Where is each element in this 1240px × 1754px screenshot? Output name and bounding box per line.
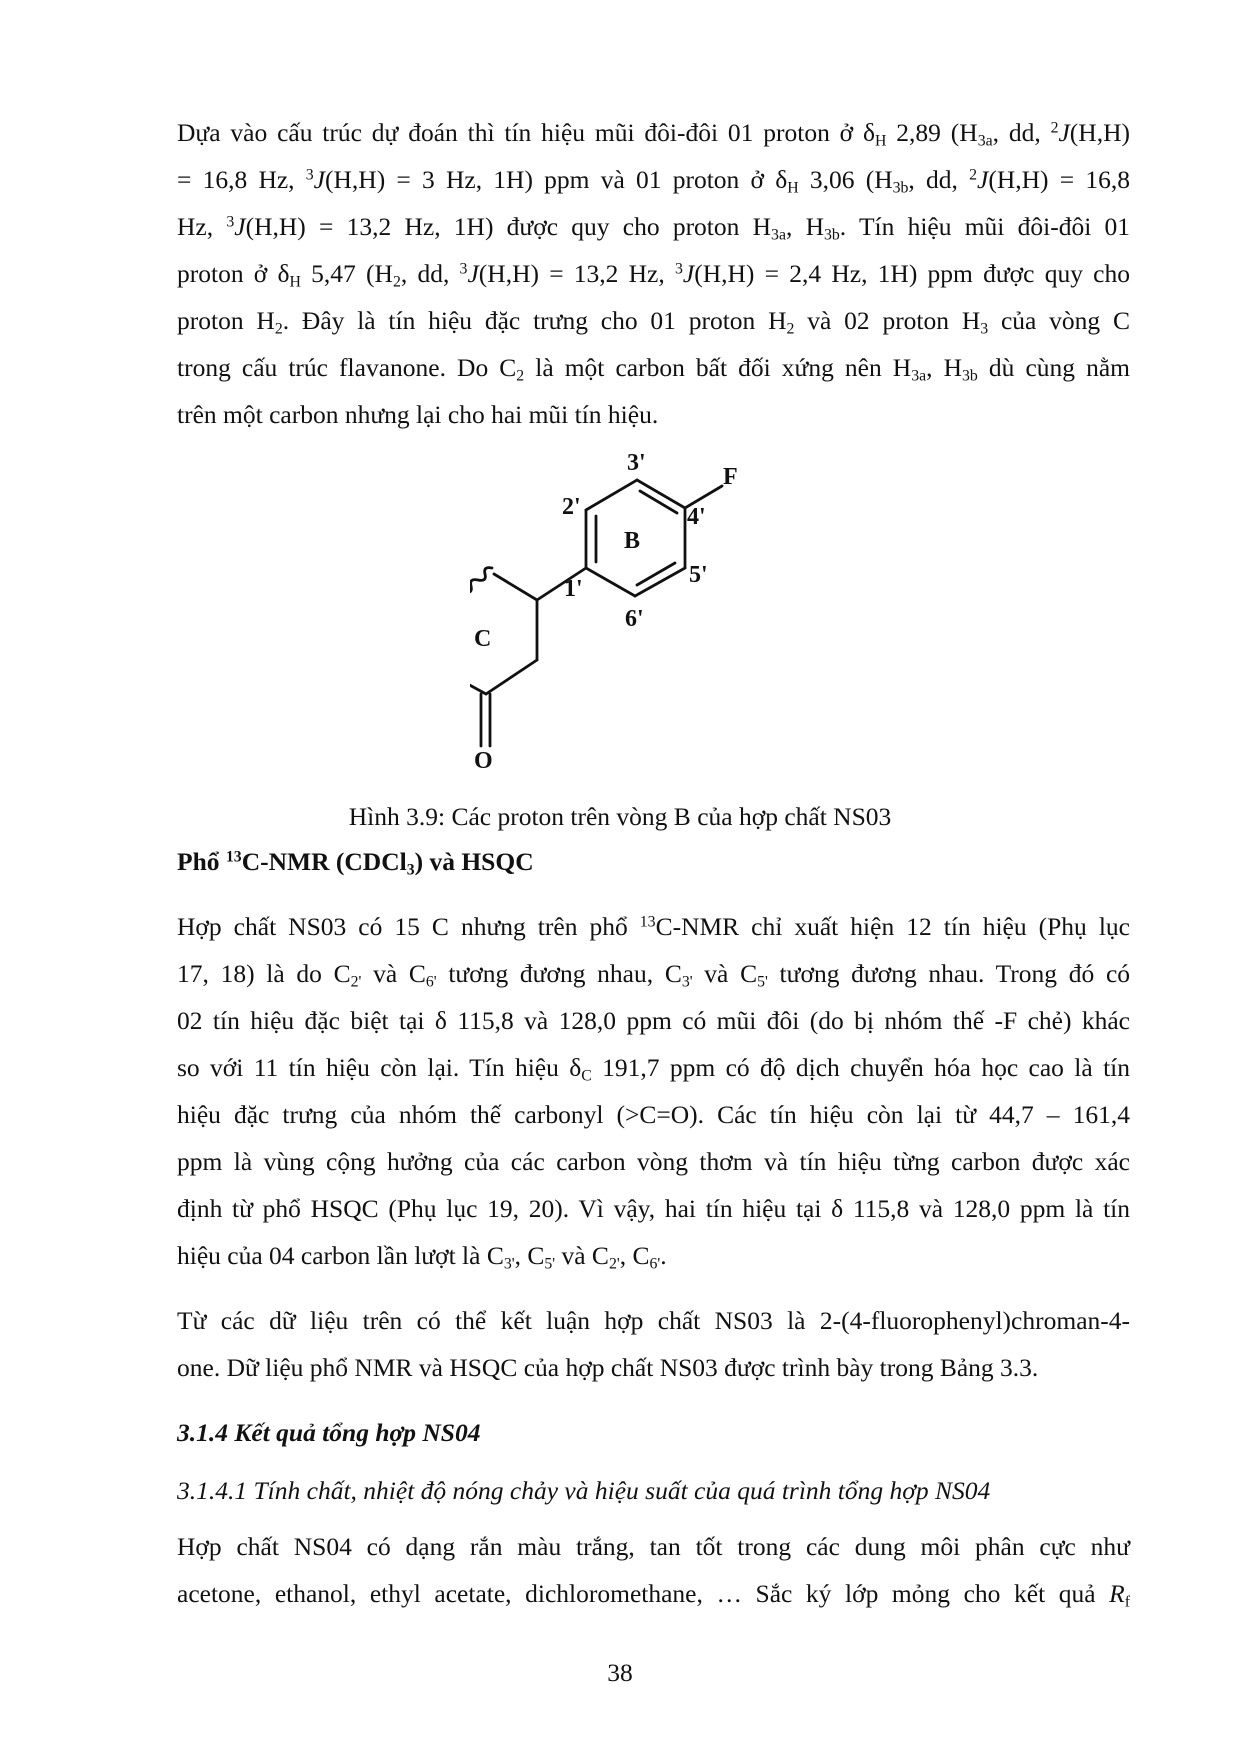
label-4-prime: 4' bbox=[687, 504, 706, 530]
p3-line-1: Từ các dữ liệu trên có thể kết luận hợp chất NS03 là 2-(4-fluorophenyl)chroman-4- bbox=[177, 1306, 1130, 1335]
p1-line-6: trong cấu trúc flavanone. Do $C_2$ là một carbon bất đối xứng nên $H_{3a}$, $H_{3b}$ dù cùng nằm bbox=[177, 353, 1130, 385]
chemical-structure-figure bbox=[470, 448, 790, 778]
p1-line-3: Hz, $^3$J(H,H) = 13,2 Hz, 1H) được quy cho proton $H_{3a}$, $H_{3b}$. Tín hiệu mũi đôi-đôi 01 bbox=[177, 212, 1131, 244]
double-bond-inner-bottom bbox=[637, 563, 675, 585]
p2-line-5: hiệu đặc trưng của nhóm thế carbonyl (>C=O). Các tín hiệu còn lại từ 44,7 – 161,4 bbox=[177, 1100, 1130, 1129]
figure-caption: Hình 3.9: Các proton trên vòng B của hợp chất NS03 bbox=[348, 802, 892, 831]
p3-line-2: one. Dữ liệu phổ NMR và HSQC của hợp chất NS03 được trình bày trong Bảng 3.3. bbox=[177, 1353, 1039, 1382]
p1-line-7: trên một carbon nhưng lại cho hai mũi tín hiệu. bbox=[177, 400, 659, 429]
p2-line-2: 17, 18) là do $C_{2'}$ và $C_{6'}$ tương đương nhau, $C_{3'}$ và $C_{5'}$ tương đương nhau. Trong đó có bbox=[177, 959, 1131, 991]
p1-line-1: Dựa vào cấu trúc dự đoán thì tín hiệu mũi đôi-đôi 01 proton ở $\delta_H$ 2,89 ($H_{3a}$, dd, $^2$J(H,H) bbox=[177, 118, 1130, 150]
p2-line-6: ppm là vùng cộng hưởng của các carbon vòng thơm và tín hiệu từng carbon được xác bbox=[177, 1147, 1130, 1176]
label-1-prime: 1' bbox=[564, 576, 583, 602]
label-fluorine: F bbox=[723, 464, 738, 490]
p2-line-7: định từ phổ HSQC (Phụ lục 19, 20). Vì vậy, hai tín hiệu tại δ 115,8 và 128,0 ppm là tín bbox=[177, 1194, 1130, 1223]
p2-line-8: hiệu của 04 carbon lần lượt là $C_{3'}$, $C_{5'}$ và $C_{2'}$, $C_{6'}$. bbox=[177, 1241, 667, 1273]
label-ring-c: C bbox=[474, 626, 492, 652]
p2-line-4: so với 11 tín hiệu còn lại. Tín hiệu $\delta_C$ 191,7 ppm có độ dịch chuyển hóa học cao là tín bbox=[177, 1053, 1130, 1085]
p2-line-1: Hợp chất NS03 có 15 C nhưng trên phổ $^{13}$C-NMR chỉ xuất hiện 12 tín hiệu (Phụ lục bbox=[177, 912, 1130, 941]
label-3-prime: 3' bbox=[627, 450, 646, 476]
p4-line-1: Hợp chất NS04 có dạng rắn màu trắng, tan tốt trong các dung môi phân cực như bbox=[177, 1532, 1130, 1561]
section-heading-3-1-4-1: 3.1.4.1 Tính chất, nhiệt độ nóng chảy và hiệu suất của quá trình tổng hợp NS04 bbox=[177, 1476, 991, 1505]
heading-13c-nmr: Phổ $^{13}$C-NMR (CDCl$_3$) và HSQC bbox=[177, 847, 534, 879]
label-2-prime: 2' bbox=[562, 494, 581, 520]
label-ring-b: B bbox=[624, 528, 641, 554]
label-oxygen: O bbox=[474, 748, 493, 774]
double-bond-inner-top bbox=[640, 491, 677, 513]
p1-line-5: proton $H_2$. Đây là tín hiệu đặc trưng cho 01 proton $H_2$ và 02 proton $H_3$ của vòng C bbox=[177, 306, 1130, 338]
p1-line-2: = 16,8 Hz, $^3$J(H,H) = 3 Hz, 1H) ppm và 01 proton ở $\delta_H$ 3,06 ($H_{3b}$, dd, $^2$J(H,H) = 16,8 bbox=[177, 165, 1130, 197]
bond-c3-c4 bbox=[486, 660, 537, 694]
page-number: 38 bbox=[607, 1658, 633, 1687]
label-5-prime: 5' bbox=[689, 562, 708, 588]
label-6-prime: 6' bbox=[625, 606, 644, 632]
bond-c4-c4a bbox=[470, 670, 486, 694]
section-heading-3-1-4: 3.1.4 Kết quả tổng hợp NS04 bbox=[177, 1418, 481, 1447]
bond-6p-1p bbox=[586, 568, 635, 596]
p4-line-2: acetone, ethanol, ethyl acetate, dichloromethane, … Sắc ký lớp mỏng cho kết quả $R_f$ bbox=[177, 1579, 1130, 1611]
bond-c2-o1 bbox=[494, 574, 537, 600]
p1-line-4: proton ở $\delta_H$ 5,47 ($H_2$, dd, $^3$J(H,H) = 13,2 Hz, $^3$J(H,H) = 2,4 Hz, 1H) ppm được quy cho bbox=[177, 259, 1130, 291]
p2-line-3: 02 tín hiệu đặc biệt tại δ 115,8 và 128,0 ppm có mũi đôi (do bị nhóm thế -F chẻ) khác bbox=[177, 1006, 1130, 1035]
bond-2p-3p bbox=[586, 480, 637, 510]
